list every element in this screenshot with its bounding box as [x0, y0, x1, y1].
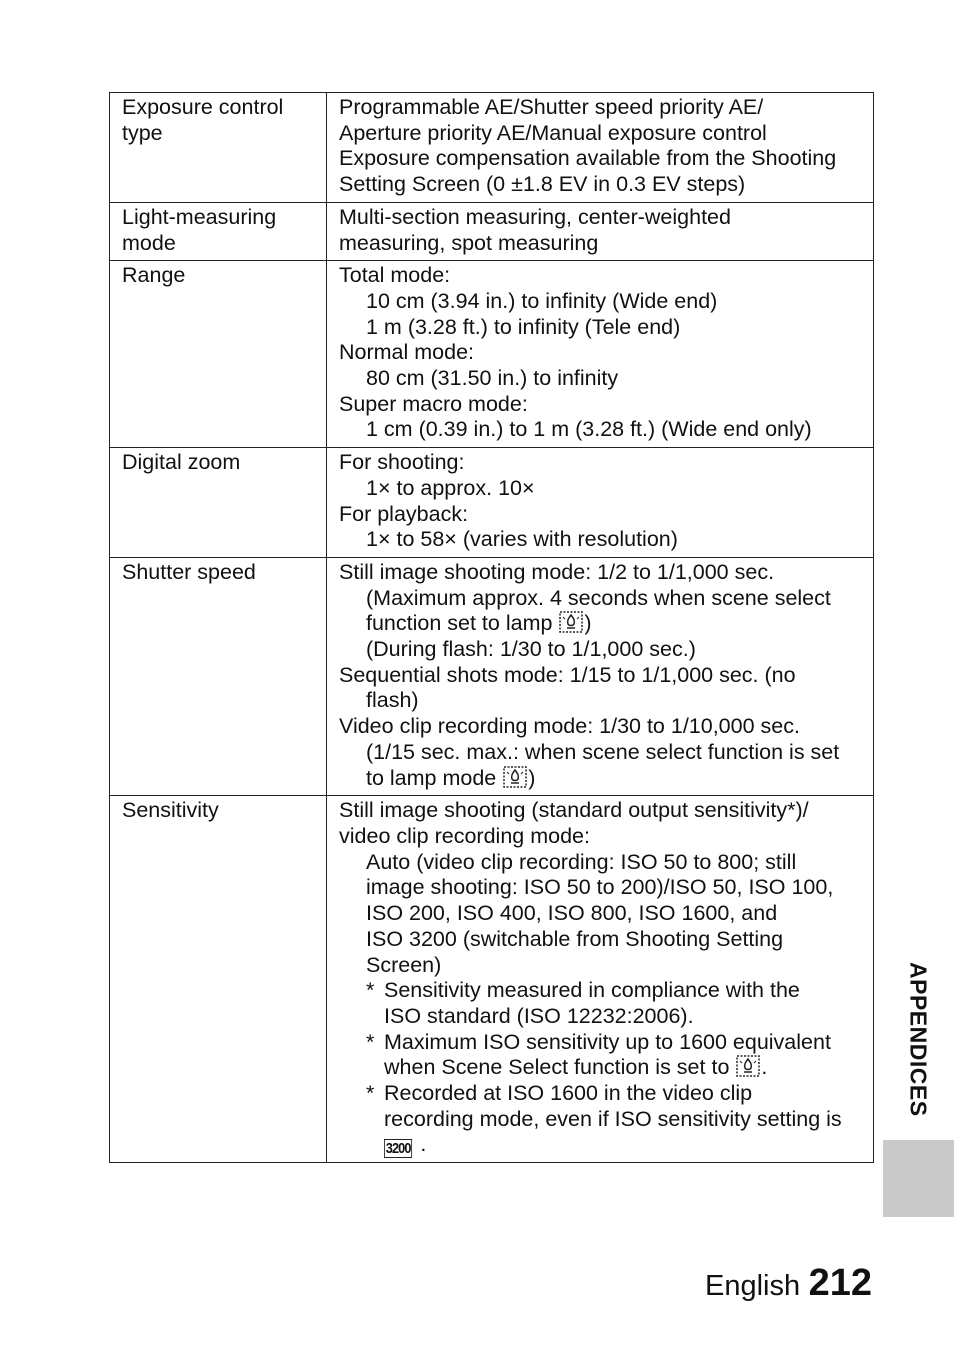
- spec-label: Sensitivity: [110, 796, 327, 1163]
- appendices-section-label: APPENDICES: [905, 962, 932, 1117]
- spec-value: Still image shooting mode: 1/2 to 1/1,000 sec. (Maximum approx. 4 seconds when scene select function set to lamp ) (During flash: 1/30 to 1/1,000 sec.) Sequential shots mode: 1/15 to 1/1,000 sec. (no flash) Video clip recording mode: 1/30 to 1/10,000 sec. (1/15 sec. max.: when scene select function is set to lamp mode ): [327, 557, 874, 795]
- note-item: * Recorded at ISO 1600 in the video clip: [366, 1081, 753, 1106]
- spec-value: For shooting: 1× to approx. 10× For playback: 1× to 58× (varies with resolution): [327, 448, 874, 558]
- specifications-table: [109, 92, 874, 1163]
- table-row: [110, 202, 874, 260]
- lamp-scene-icon: [559, 611, 583, 633]
- note-item: * Sensitivity measured in compliance with the: [366, 978, 800, 1003]
- spec-label: Range: [110, 261, 327, 448]
- table-row: [110, 448, 874, 558]
- table-row: [110, 261, 874, 448]
- table-row: [110, 93, 874, 203]
- iso-3200-icon: 3200: [385, 1140, 411, 1158]
- note-item: * Maximum ISO sensitivity up to 1600 equivalent: [366, 1029, 831, 1054]
- page-footer: [705, 1262, 872, 1305]
- spec-value: Total mode: 10 cm (3.94 in.) to infinity (Wide end) 1 m (3.28 ft.) to infinity (Tele end) Normal mode: 80 cm (31.50 in.) to infinity Super macro mode: 1 cm (0.39 in.) to 1 m (3.28 ft.) (Wide end only): [327, 261, 874, 448]
- table-row: [110, 796, 874, 1163]
- appendices-tab-marker: [883, 1140, 954, 1217]
- table-row: [110, 557, 874, 795]
- spec-label: Shutter speed: [110, 557, 327, 795]
- spec-value: Still image shooting (standard output sensitivity*)/ video clip recording mode: Auto (video clip recording: ISO 50 to 800; still image shooting: ISO 50 to 200)/ISO 50, ISO 100, ISO 200, ISO 400, ISO 800, ISO 1600, and ISO 3200 (switchable from Shooting Setting Screen) * Sensitivity measured in compliance with the ISO standard (ISO 12232:2006). * Maximum ISO sensitivity up to 1600 equivalent when Scene Select function is set to . * Recorded at ISO 1600 in the video clip recording mode, even if ISO sensitivity setting is 3200 .: [327, 796, 874, 1163]
- spec-label: Digital zoom: [110, 448, 327, 558]
- spec-value: Programmable AE/Shutter speed priority AE/ Aperture priority AE/Manual exposure control Exposure compensation available from the Shooting Setting Screen (0 ±1.8 EV in 0.3 EV steps): [327, 93, 874, 203]
- footer-language: English: [705, 1270, 801, 1302]
- spec-label: Light-measuring mode: [110, 202, 327, 260]
- page-number: 212: [808, 1262, 872, 1304]
- lamp-scene-icon: [736, 1055, 760, 1077]
- spec-value: Multi-section measuring, center-weighted measuring, spot measuring: [327, 202, 874, 260]
- lamp-scene-icon: [503, 766, 527, 788]
- spec-label: Exposure control type: [110, 93, 327, 203]
